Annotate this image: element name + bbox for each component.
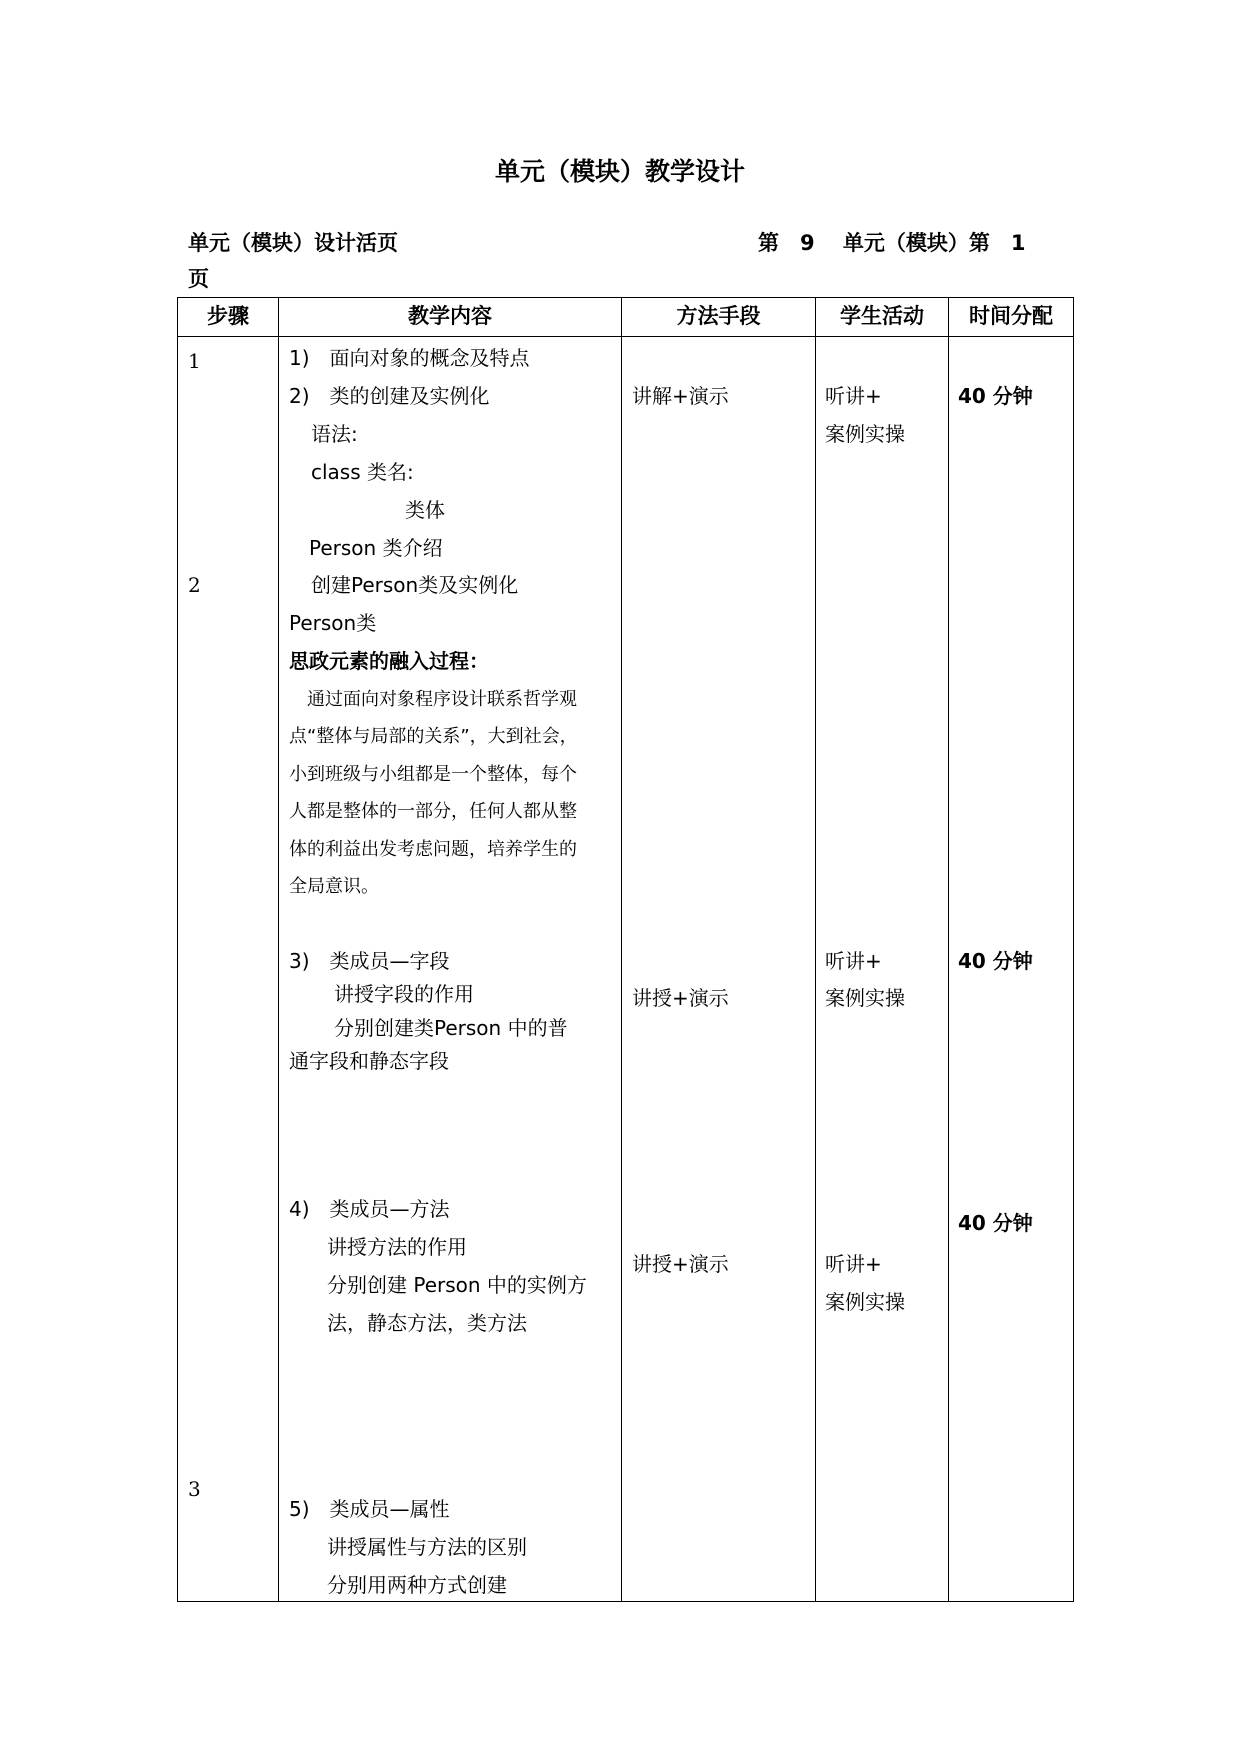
unit-page-label-cont: 页 <box>188 267 209 291</box>
content-line: 2) 类的创建及实例化 <box>289 384 490 408</box>
activity-cell: 听讲+ <box>825 384 882 408</box>
table-col-line <box>278 297 279 1602</box>
col-header-time: 时间分配 <box>969 304 1053 328</box>
col-header-method: 方法手段 <box>676 304 761 328</box>
activity-cell: 听讲+ <box>825 949 882 973</box>
table-col-line <box>621 297 622 1602</box>
unit-page-label: 第 9 单元（模块）第 1 <box>758 231 1026 255</box>
method-cell: 讲授+演示 <box>632 1252 729 1276</box>
step-number: 1 <box>188 349 201 373</box>
col-header-content: 教学内容 <box>408 304 492 328</box>
activity-cell: 听讲+ <box>825 1252 882 1276</box>
content-line: 分别创建 Person 中的实例方 <box>327 1273 587 1297</box>
ideology-line: 小到班级与小组都是一个整体，每个 <box>289 764 577 785</box>
content-line: 讲授属性与方法的区别 <box>327 1535 527 1559</box>
content-line: 1) 面向对象的概念及特点 <box>289 346 530 370</box>
table-border-bottom <box>177 1601 1074 1602</box>
col-header-step: 步骤 <box>207 304 249 328</box>
time-cell: 40 分钟 <box>958 1211 1033 1235</box>
content-line: Person类 <box>289 611 377 635</box>
col-header-activity: 学生活动 <box>840 304 924 328</box>
content-line: 法，静态方法，类方法 <box>327 1311 527 1335</box>
content-line: 通字段和静态字段 <box>289 1049 449 1073</box>
ideology-line: 通过面向对象程序设计联系哲学观 <box>307 689 577 710</box>
content-line: 创建Person类及实例化 <box>311 573 519 597</box>
table-header-divider <box>177 336 1074 337</box>
ideology-line: 体的利益出发考虑问题，培养学生的 <box>289 839 577 860</box>
table-col-line <box>177 297 178 1602</box>
content-line: 讲授字段的作用 <box>334 982 474 1006</box>
content-line: 5) 类成员—属性 <box>289 1497 450 1521</box>
time-cell: 40 分钟 <box>958 384 1033 408</box>
table-col-line <box>948 297 949 1602</box>
content-line: 类体 <box>405 498 445 522</box>
table-col-line <box>1073 297 1074 1602</box>
ideology-line: 点“整体与局部的关系”，大到社会， <box>289 726 578 747</box>
sheet-label: 单元（模块）设计活页 <box>188 231 398 255</box>
ideology-title: 思政元素的融入过程： <box>289 649 489 673</box>
method-cell: 讲授+演示 <box>632 986 729 1010</box>
step-number: 3 <box>188 1477 201 1501</box>
step-number: 2 <box>188 573 201 597</box>
activity-cell: 案例实操 <box>825 1290 905 1314</box>
ideology-line: 全局意识。 <box>289 876 379 897</box>
content-line: 讲授方法的作用 <box>327 1235 467 1259</box>
method-cell: 讲解+演示 <box>632 384 729 408</box>
time-cell: 40 分钟 <box>958 949 1033 973</box>
table-col-line <box>815 297 816 1602</box>
content-line: Person 类介绍 <box>309 536 443 560</box>
content-line: 语法: <box>311 422 358 446</box>
content-line: 4) 类成员—方法 <box>289 1197 450 1221</box>
activity-cell: 案例实操 <box>825 986 905 1010</box>
content-line: 分别创建类Person 中的普 <box>334 1016 568 1040</box>
ideology-line: 人都是整体的一部分，任何人都从整 <box>289 801 577 822</box>
content-line: 3) 类成员—字段 <box>289 949 450 973</box>
content-line: class 类名: <box>311 460 414 484</box>
activity-cell: 案例实操 <box>825 422 905 446</box>
content-line: 分别用两种方式创建 <box>327 1573 507 1597</box>
page-title: 单元（模块）教学设计 <box>494 157 745 186</box>
